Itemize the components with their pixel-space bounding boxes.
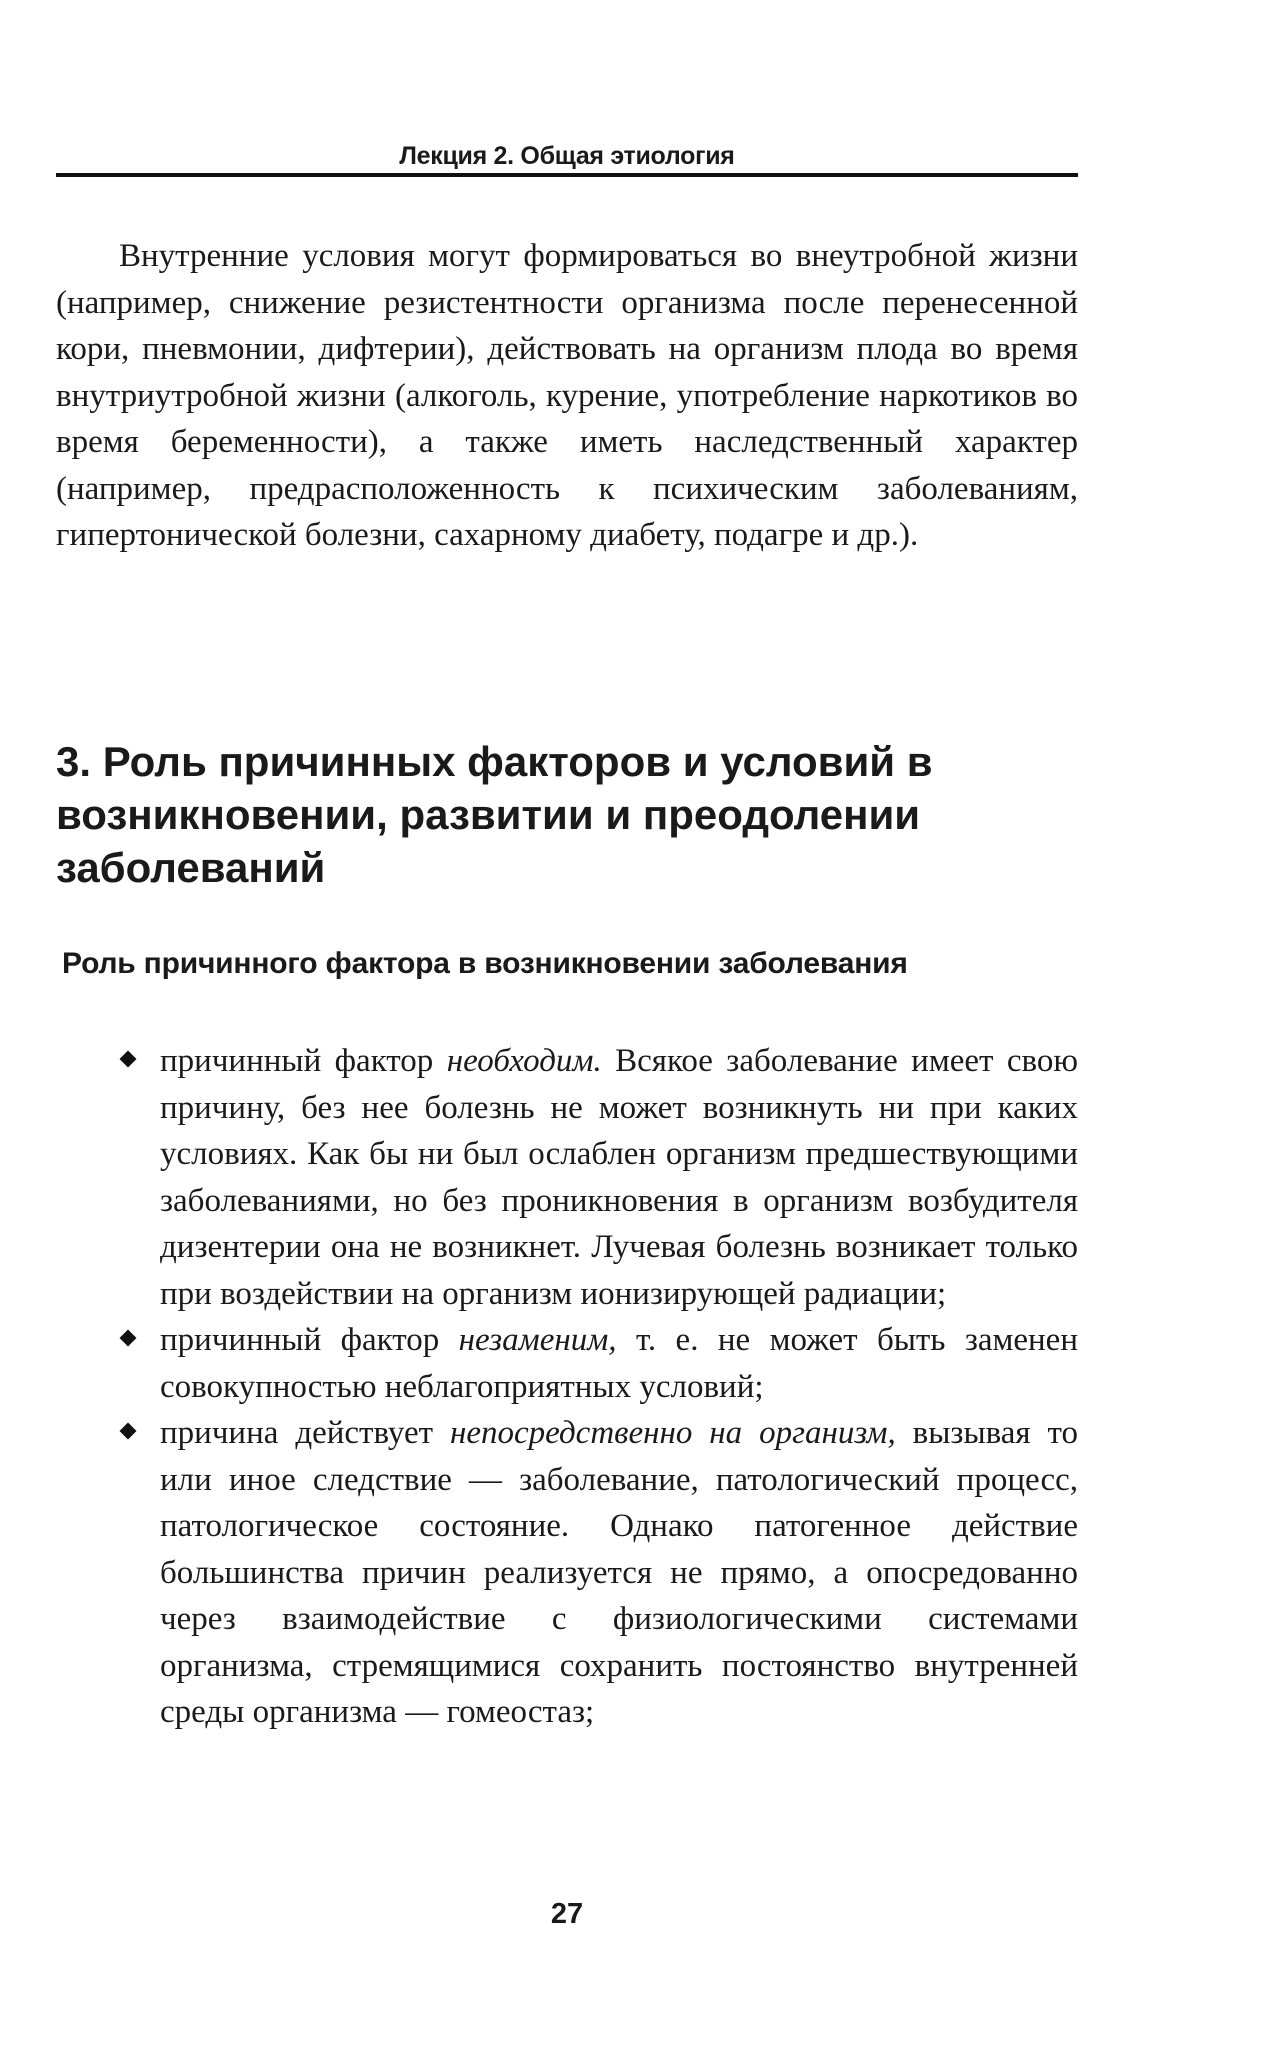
bullet-item-irreplaceable (56, 1317, 1078, 1410)
bullet-text: т. е. не может быть заменен совокупностью неблагоприятных условий; (160, 1322, 1078, 1405)
bullet-lead: причинный фактор (160, 1043, 447, 1079)
bullet-item-direct-action (56, 1410, 1078, 1736)
page-number: 27 (550, 1898, 584, 1930)
diamond-bullet-icon (120, 1330, 137, 1347)
bullet-item-necessary (56, 1038, 1078, 1317)
bullet-emphasis: непосредственно на организм, (450, 1415, 896, 1451)
diamond-bullet-icon (120, 1051, 137, 1068)
running-head: Лекция 2. Общая этиология (399, 142, 735, 170)
bullet-text: Всякое заболевание имеет свою причину, без нее болезнь не может возникнуть ни при каких условиях. Как бы ни был ослаблен организм предшествующими заболеваниями, но без проникновения в организм возбудителя дизентерии она не возникнет. Лучевая болезнь возникает только при воздействии на организм ионизирующей радиации; (160, 1043, 1079, 1312)
body-paragraph: Внутренние условия могут формироваться во внеутробной жизни (например, снижение резистентности организма после перенесенной кори, пневмонии, дифтерии), действовать на организм плода во время внутриутробной жизни (алкоголь, курение, употребление наркотиков во время беременности), а также иметь наследственный характер (например, предрасположенность к психическим заболеваниям, гипертонической болезни, сахарному диабету, подагре и др.). (56, 238, 1078, 553)
diamond-bullet-icon (120, 1423, 137, 1440)
bullet-text: вызывая то или иное следствие — заболевание, патологический процесс, патологическое состояние. Однако патогенное действие большинства причин реализуется не прямо, а опосредованно через взаимодействие с физиологическими системами организма, стремящимися сохранить постоянство внутренней среды организма — гомеостаз; (160, 1415, 1078, 1730)
header-rule (56, 173, 1078, 177)
bullet-lead: причина действует (160, 1415, 450, 1451)
section-heading: 3. Роль причинных факторов и условий в возникновении, развитии и преодолении заболеваний (56, 738, 933, 891)
bullet-list (56, 1038, 1078, 1736)
sub-heading: Роль причинного фактора в возникновении заболевания (62, 947, 908, 980)
bullet-emphasis: необходим. (446, 1043, 602, 1079)
bullet-lead: причинный фактор (160, 1322, 459, 1358)
bullet-emphasis: незаменим, (458, 1322, 617, 1358)
